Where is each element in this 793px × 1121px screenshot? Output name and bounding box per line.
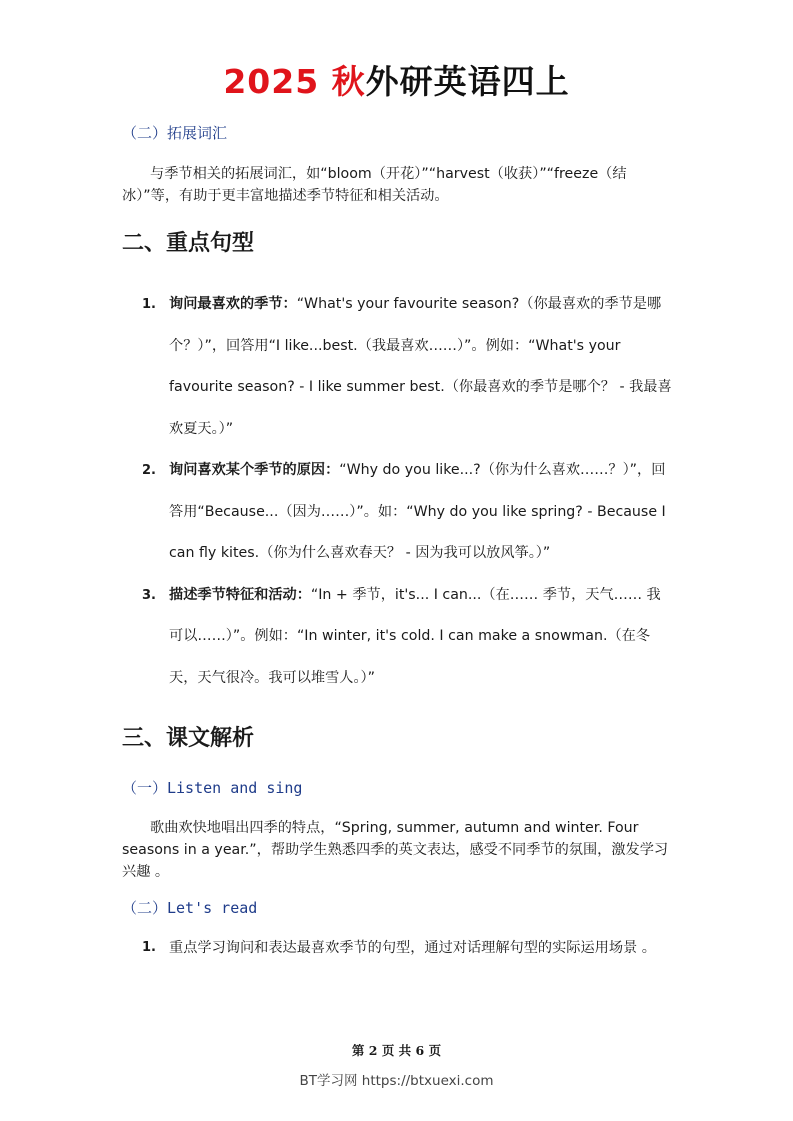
page-title [0, 56, 793, 108]
list-item [142, 575, 674, 700]
item-text: “What's your favourite season?（你最喜欢的季节是哪个？）”，回答用“I like...best.（我最喜欢……）”。例如：“What's your favourite season? - I like summer best.（你最喜欢的季节是哪个？ - 我最喜欢夏天。）” [169, 296, 672, 437]
title-year: 2025 [223, 62, 332, 101]
item-label: 描述季节特征和活动： [169, 586, 311, 603]
title-rest: 外研英语四上 [365, 62, 570, 101]
vocab-heading: （二）拓展词汇 [122, 124, 228, 142]
analysis-heading: 三、课文解析 [122, 726, 255, 751]
listen-heading: （一）Listen and sing [122, 779, 303, 797]
item-number: 1. [142, 297, 156, 312]
item-label: 询问喜欢某个季节的原因： [169, 462, 340, 478]
watermark: BT学习网 https://btxuexi.com [299, 1073, 494, 1089]
listen-paragraph [122, 817, 674, 883]
item-text: 重点学习询问和表达最喜欢季节的句型，通过对话理解句型的实际运用场景 。 [169, 940, 656, 956]
list-item [142, 937, 674, 959]
sentences-heading: 二、重点句型 [122, 231, 255, 256]
read-list [142, 937, 674, 959]
list-item [142, 284, 674, 450]
item-text: “Why do you like...?（你为什么喜欢……？）”，回答用“Because...（因为……）”。如：“Why do you like spring? - Because I can fly kites.（你为什么喜欢春天？ - 因为我可以放风筝。）” [169, 462, 666, 561]
page-number: 第 2 页 共 6 页 [351, 1043, 442, 1058]
sentences-list [142, 284, 674, 699]
vocab-paragraph [122, 163, 674, 207]
listen-text: 歌曲欢快地唱出四季的特点，“Spring, summer, autumn and winter. Four seasons in a year.”，帮助学生熟悉四季的英文表达，感受不同季节的氛围，激发学习兴趣 。 [122, 820, 669, 880]
item-number: 1. [142, 940, 156, 955]
list-item [142, 450, 674, 575]
read-heading: （二）Let's read [122, 899, 258, 917]
item-text: “In + 季节，it's... I can...（在…… 季节，天气…… 我可以……）”。例如：“In winter, it's cold. I can make a snowman.（在冬天，天气很冷。我可以堆雪人。）” [169, 586, 661, 686]
vocab-text: 与季节相关的拓展词汇，如“bloom（开花）”“harvest（收获）”“freeze（结冰）”等，有助于更丰富地描述季节特征和相关活动。 [122, 166, 627, 204]
title-season: 秋 [331, 62, 366, 101]
item-number: 2. [142, 463, 156, 478]
item-label: 询问最喜欢的季节： [169, 296, 297, 312]
item-number: 3. [142, 587, 156, 603]
